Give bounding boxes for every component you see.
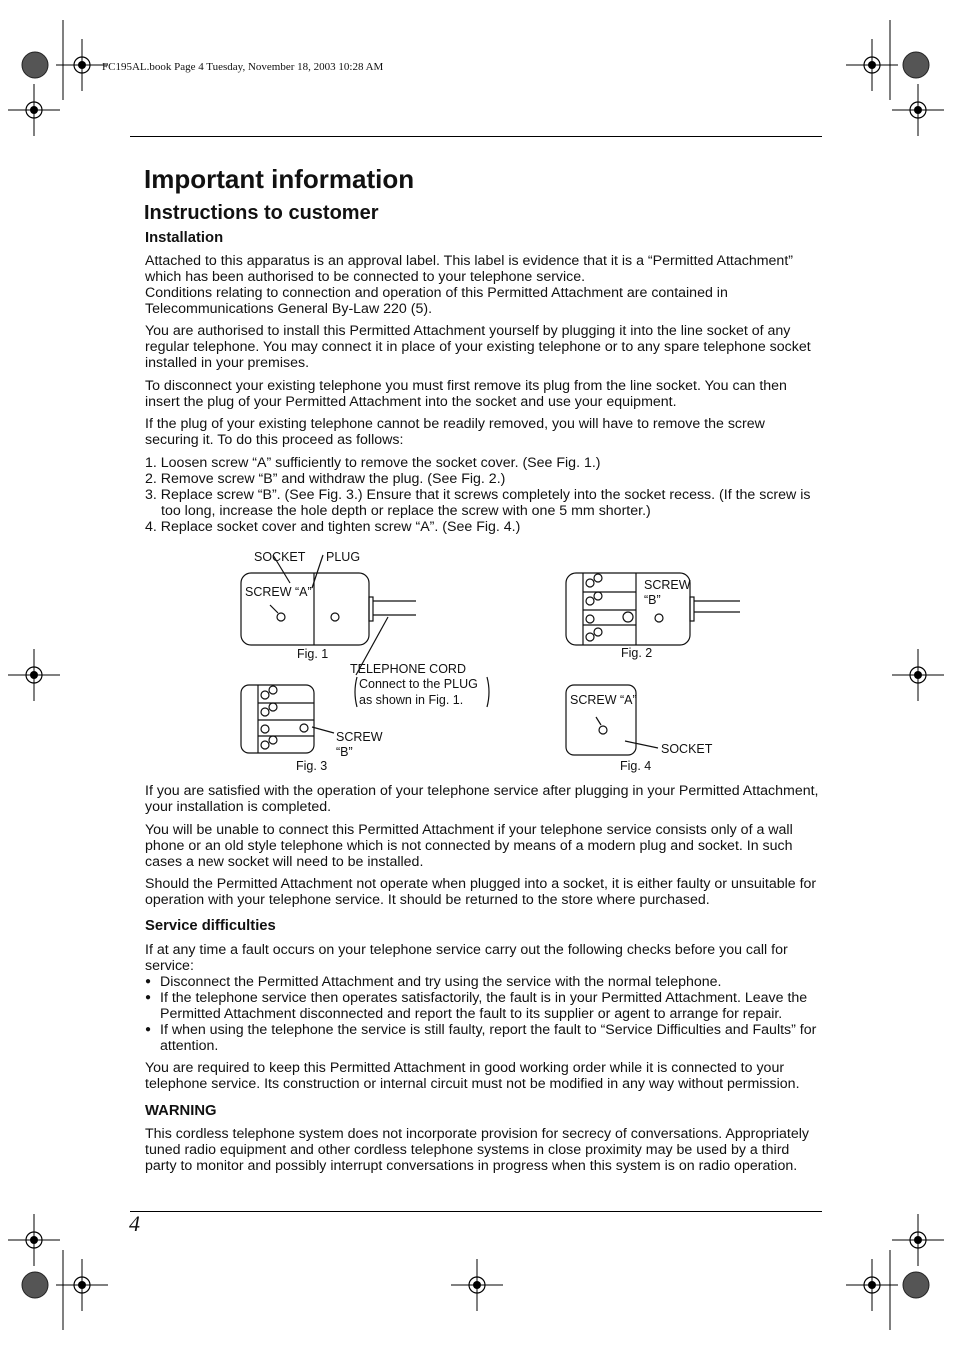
- cord-label: TELEPHONE CORD: [350, 662, 466, 676]
- print-header: FC195AL.book Page 4 Tuesday, November 18, 2003 10:28 AM: [102, 61, 384, 73]
- step: 1. Loosen screw “A” sufficiently to remove the socket cover. (See Fig. 1.): [145, 455, 601, 471]
- color-bar-rosette: [903, 1272, 929, 1298]
- fig4-caption: Fig. 4: [620, 759, 652, 773]
- paragraph: If you are satisfied with the operation of your telephone service after plugging in your Permitted Attachment, your installation is completed.: [145, 783, 819, 815]
- screw-a-label: SCREW “A”: [570, 693, 637, 707]
- screw-b-label: SCREW: [336, 730, 383, 744]
- paragraph: If the plug of your existing telephone cannot be readily removed, you will have to remove the screw securing it. To do this proceed as follows:: [145, 416, 765, 448]
- paragraph: You will be unable to connect this Permitted Attachment if your telephone service consists only of a wall phone or an old style telephone which is not connected by means of a modern plug and socket. In such cases a new socket will need to be installed.: [145, 822, 793, 870]
- bottom-rule: [130, 1211, 822, 1212]
- color-bar-rosette: [903, 52, 929, 78]
- bullet-item: ● If when using the telephone the service is still faulty, report the fault to “Service Difficulties and Faults” for attention.: [145, 1022, 821, 1054]
- paragraph: Attached to this apparatus is an approval label. This label is evidence that it is a “Permitted Attachment” which has been authorised to be connected to your telephone service.: [145, 253, 793, 285]
- fig2-caption: Fig. 2: [621, 646, 653, 660]
- socket-label: SOCKET: [254, 550, 306, 564]
- step: 4. Replace socket cover and tighten screw “A”. (See Fig. 4.): [145, 519, 521, 535]
- warning-heading: WARNING: [145, 1103, 217, 1119]
- bullet-item: ● If the telephone service then operates satisfactorily, the fault is in your Permitted Attachment. Leave the Permitted Attachment disconnected and report the fault to its supplier or agent to arrange for repair.: [145, 990, 821, 1022]
- step: 2. Remove screw “B” and withdraw the plug. (See Fig. 2.): [145, 471, 506, 487]
- screw-b-label: SCREW: [644, 578, 691, 592]
- plug-label: PLUG: [326, 550, 361, 564]
- paragraph: To disconnect your existing telephone you must first remove its plug from the line socket. You can then insert the plug of your Permitted Attachment into the socket and use your equipment.: [145, 378, 787, 410]
- paragraph: If at any time a fault occurs on your telephone service carry out the following checks before you call for service:: [145, 942, 788, 974]
- bullet-item: ● Disconnect the Permitted Attachment and try using the service with the normal telephone.: [145, 974, 821, 990]
- steps-list: [145, 455, 821, 535]
- socket-label: SOCKET: [661, 742, 713, 756]
- installation-figures: [230, 540, 750, 780]
- paragraph: This cordless telephone system does not incorporate provision for secrecy of conversations. Appropriately tuned radio equipment and other cordless telephone systems in close proximity may be used by a third party to monitor and possibly interrupt conversations in progress when this system is on radio operation.: [145, 1126, 809, 1174]
- step: 3. Replace screw “B”. (See Fig. 3.) Ensure that it screws completely into the socket recess. (If the screw is too long, increase the hole depth or replace the screw with one 5 mm shorter.): [145, 487, 811, 519]
- top-rule: [130, 136, 822, 137]
- page-title: Important information: [144, 164, 415, 194]
- paragraph: Should the Permitted Attachment not operate when plugged into a socket, it is either faulty or unsuitable for operation with your telephone service. It should be returned to the store where purchased.: [145, 876, 817, 908]
- section-title: Instructions to customer: [144, 202, 379, 224]
- cord-note: Connect to the PLUG: [359, 677, 478, 691]
- color-bar-rosette: [22, 52, 48, 78]
- color-bar-rosette: [22, 1272, 48, 1298]
- installation-heading: Installation: [145, 230, 224, 246]
- paragraph: You are required to keep this Permitted Attachment in good working order while it is connected to your telephone service. Its construction or internal circuit must not be modified in any way without permission.: [145, 1060, 800, 1092]
- bullet-list: [145, 974, 821, 1054]
- fig1-caption: Fig. 1: [297, 647, 329, 661]
- page-number: 4: [129, 1211, 140, 1236]
- paragraph: You are authorised to install this Permitted Attachment yourself by plugging it into the line socket of any regular telephone. You may connect it in place of your existing telephone or to any spare telephone socket installed in your premises.: [145, 323, 811, 371]
- screw-b-label: “B”: [644, 593, 661, 607]
- screw-b-label: “B”: [336, 745, 353, 759]
- service-heading: Service difficulties: [145, 918, 276, 934]
- cord-note: as shown in Fig. 1.: [359, 693, 464, 707]
- screw-a-label: SCREW “A”: [245, 585, 312, 599]
- fig3-caption: Fig. 3: [296, 759, 328, 773]
- paragraph: Conditions relating to connection and operation of this Permitted Attachment are contained in Telecommunications General By-Law 220 (5).: [145, 285, 728, 317]
